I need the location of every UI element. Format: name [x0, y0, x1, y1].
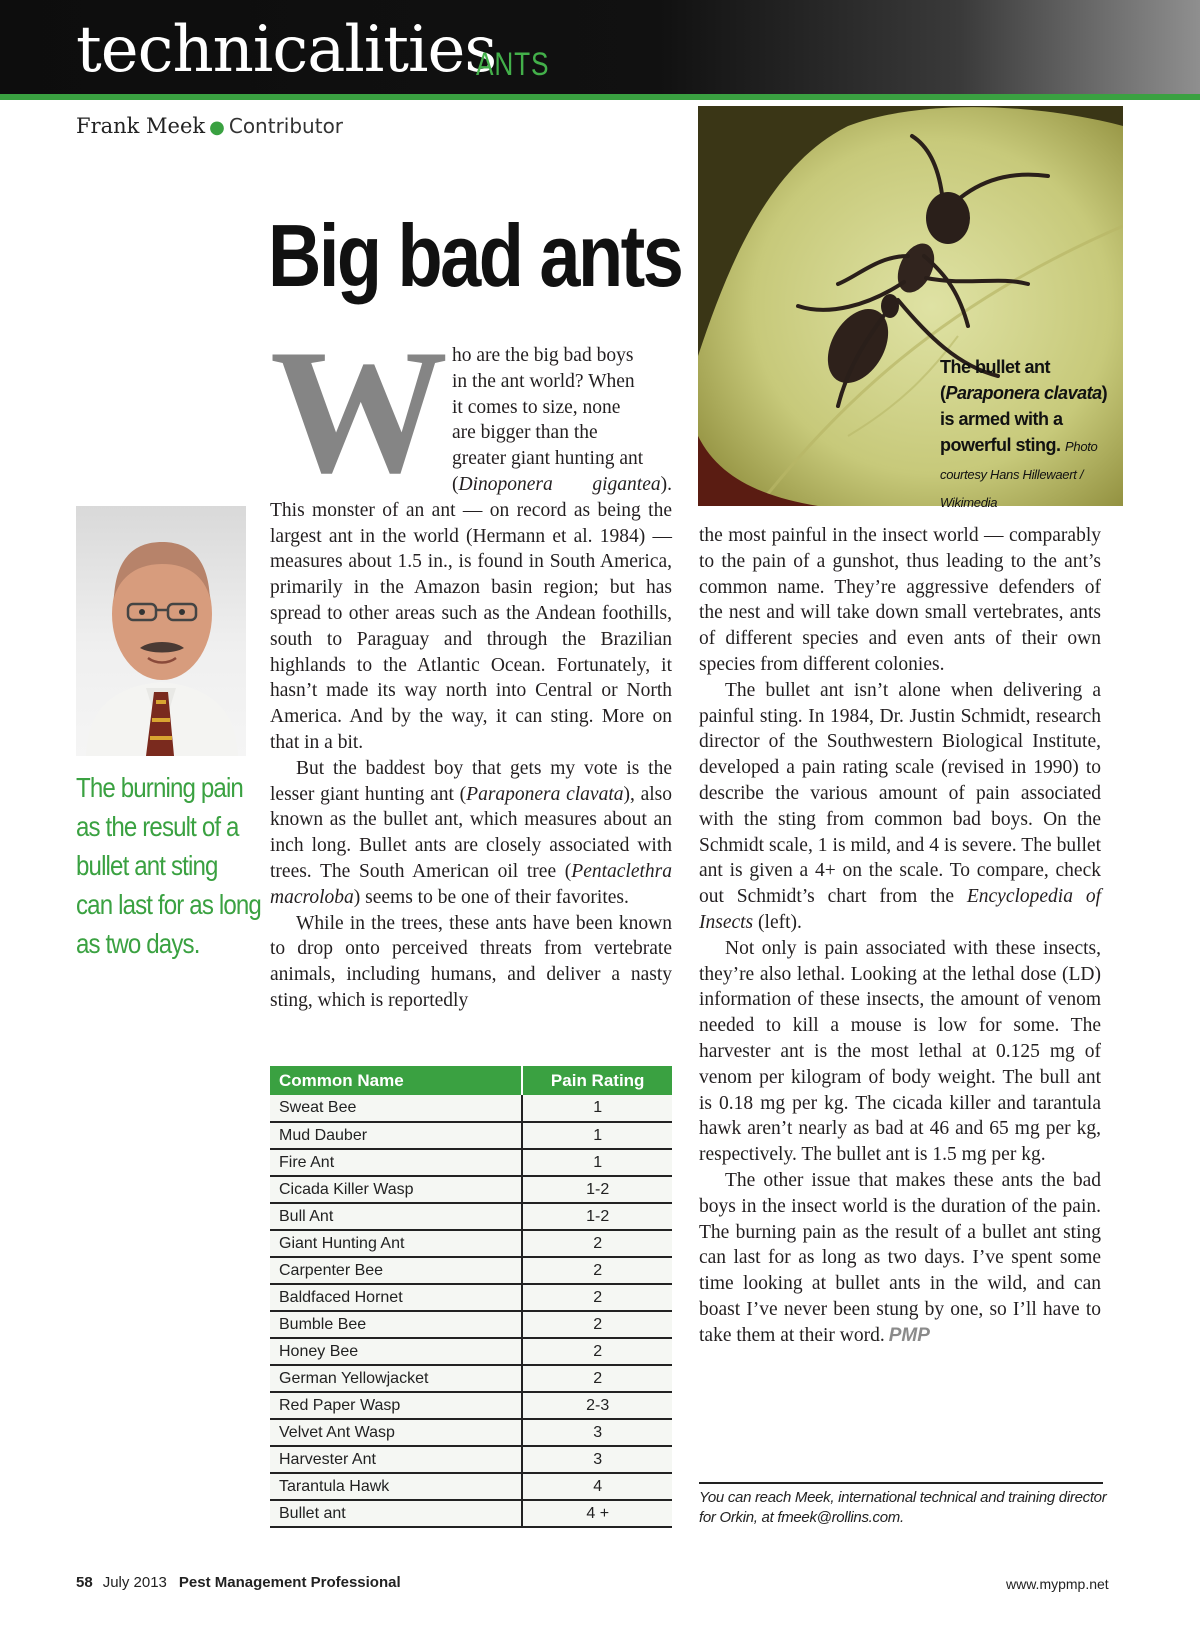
table-row — [270, 1419, 672, 1446]
column-header-pain-rating: Pain Rating — [522, 1066, 672, 1095]
cell-pain-rating: 2-3 — [522, 1392, 672, 1419]
text-run: The bullet ant isn’t alone when delivering a painful sting. In 1984, Dr. Justin Schmidt, research director of the Southwestern Biological Institute, developed a pain rating scale (revised in 1990) to describe the various amount of pain associated with the sting from common bad boys. On the Schmidt scale, 1 is mild, and 4 is severe. The bullet ant is given a 4+ on the scale. To compare, check out Schmidt’s chart from the — [699, 679, 1101, 908]
table-row — [270, 1176, 672, 1203]
cell-common-name: Velvet Ant Wasp — [270, 1419, 522, 1446]
headline-light: Big bad — [268, 206, 540, 305]
cell-pain-rating: 3 — [522, 1446, 672, 1473]
pull-quote-line: The burning pain — [76, 772, 243, 803]
cell-common-name: Baldfaced Hornet — [270, 1284, 522, 1311]
article-column-1 — [270, 312, 673, 1014]
caption-text: The bullet ant ( — [940, 357, 1050, 403]
text-run: ). This monster of an ant — on record as being the largest ant in the world (Hermann et al. 1984) — measures about 1.5 in., is found in South America, primarily in the Amazon basin region; but has spread to other areas such as the Andean foothills, south to Paraguay and through the Brazilian highlands to the Atlantic Ocean. Fortunately, it hasn’t made its way north into Central or North America. And by the way, it can sting. More on that in a bit. — [270, 473, 672, 753]
cell-common-name: Harvester Ant — [270, 1446, 522, 1473]
byline — [76, 114, 343, 138]
author-photo — [76, 506, 246, 756]
article-column-2 — [699, 523, 1101, 1349]
caption-text: ) is armed with a powerful sting. — [940, 383, 1108, 455]
table-row — [270, 1338, 672, 1365]
cell-pain-rating: 1-2 — [522, 1203, 672, 1230]
cell-common-name: Giant Hunting Ant — [270, 1230, 522, 1257]
cell-pain-rating: 2 — [522, 1257, 672, 1284]
cell-pain-rating: 2 — [522, 1284, 672, 1311]
section-title: technicalities — [76, 13, 497, 87]
species-name: Paraponera clavata — [466, 783, 624, 805]
table-row — [270, 1311, 672, 1338]
cell-pain-rating: 1 — [522, 1095, 672, 1122]
cell-pain-rating: 2 — [522, 1338, 672, 1365]
pull-quote-line: can last for as long — [76, 889, 261, 920]
magazine-name: Pest Management Professional — [178, 1574, 401, 1591]
table-row — [270, 1473, 672, 1500]
table-row — [270, 1446, 672, 1473]
photo-credit: Photo courtesy Hans Hillewaert / Wikimedia — [940, 439, 1098, 510]
table-body — [270, 1095, 672, 1527]
paragraph — [699, 678, 1101, 936]
species-name: Dinoponera gigantea — [458, 473, 661, 495]
table-row — [270, 1284, 672, 1311]
pull-quote — [76, 768, 261, 963]
text-run: ( — [452, 473, 459, 495]
website-url: www.mypmp.net — [1006, 1576, 1109, 1592]
text-line: in the ant world? When — [452, 370, 635, 392]
page-footer — [76, 1574, 401, 1591]
cell-common-name: Tarantula Hawk — [270, 1473, 522, 1500]
cell-pain-rating: 4 + — [522, 1500, 672, 1527]
cell-common-name: Bull Ant — [270, 1203, 522, 1230]
table-row — [270, 1095, 672, 1122]
book-title: Encyclopedia of Insects — [699, 886, 1101, 933]
cell-common-name: Mud Dauber — [270, 1122, 522, 1149]
table-row — [270, 1203, 672, 1230]
table-row — [270, 1365, 672, 1392]
headline-bold: ants — [539, 206, 682, 305]
text-run: (left). — [753, 911, 802, 933]
paragraph — [270, 312, 672, 756]
cell-pain-rating: 2 — [522, 1230, 672, 1257]
cell-pain-rating: 1 — [522, 1149, 672, 1176]
cell-common-name: Sweat Bee — [270, 1095, 522, 1122]
drop-cap: W — [270, 312, 444, 510]
bullet-dot-icon: ● — [209, 117, 225, 138]
cell-common-name: Cicada Killer Wasp — [270, 1176, 522, 1203]
text-line: it comes to size, none — [452, 396, 621, 418]
pain-rating-table — [270, 1066, 672, 1528]
masthead-rule — [0, 94, 1200, 100]
cell-common-name: Bumble Bee — [270, 1311, 522, 1338]
pull-quote-line: as the result of a — [76, 811, 239, 842]
caption-species: Paraponera clavata — [945, 383, 1102, 403]
table-row — [270, 1230, 672, 1257]
cell-common-name: Carpenter Bee — [270, 1257, 522, 1284]
cell-pain-rating: 2 — [522, 1365, 672, 1392]
cell-common-name: Honey Bee — [270, 1338, 522, 1365]
issue-date: July 2013 — [102, 1574, 167, 1591]
pull-quote-line: bullet ant sting — [76, 850, 218, 881]
table-row — [270, 1257, 672, 1284]
table-row — [270, 1149, 672, 1176]
text-run: ) seems to be one of their favorites. — [353, 886, 629, 908]
paragraph: While in the trees, these ants have been known to drop onto perceived threats from vertebrate animals, including humans, and deliver a nasty sting, which is reportedly — [270, 912, 672, 1011]
cell-pain-rating: 2 — [522, 1311, 672, 1338]
text-run: The other issue that makes these ants the bad boys in the insect world is the duration of the pain. The burning pain as the result of a bullet ant sting can last for as long as two days. I’ve spent some time looking at bullet ants in the wild, and can boast I’ve never been stung by one, so I’ll have to take them at their word. — [699, 1169, 1101, 1346]
paragraph — [699, 1168, 1101, 1349]
author-contact: You can reach Meek, international technical and training director for Orkin, at fmeek@rollins.com. — [699, 1489, 1107, 1526]
cell-common-name: Red Paper Wasp — [270, 1392, 522, 1419]
cell-common-name: Fire Ant — [270, 1149, 522, 1176]
author-name: Frank Meek — [76, 114, 206, 138]
table-row — [270, 1392, 672, 1419]
cell-pain-rating: 4 — [522, 1473, 672, 1500]
pmp-sign-off: PMP — [888, 1324, 930, 1346]
table-row — [270, 1500, 672, 1527]
column-header-common-name: Common Name — [270, 1066, 522, 1095]
cell-common-name: Bullet ant — [270, 1500, 522, 1527]
table-row — [270, 1122, 672, 1149]
headline — [268, 206, 682, 305]
text-line: ho are the big bad boys — [452, 345, 634, 366]
text-run: But the baddest boy that gets my vote is the lesser giant hunting ant ( — [270, 757, 672, 805]
cell-pain-rating: 1 — [522, 1122, 672, 1149]
paragraph — [270, 756, 672, 911]
species-name: Pentaclethra macroloba — [270, 860, 672, 908]
author-portrait-icon — [76, 506, 246, 756]
masthead — [0, 0, 1200, 100]
section-tag: ANTS — [476, 46, 550, 82]
pull-quote-line: as two days. — [76, 928, 200, 959]
cell-common-name: German Yellowjacket — [270, 1365, 522, 1392]
text-line: are bigger than the — [452, 422, 598, 444]
photo-caption — [940, 354, 1118, 516]
author-role: Contributor — [228, 114, 344, 138]
page-number: 58 — [76, 1574, 93, 1591]
paragraph: Not only is pain associated with these insects, they’re also lethal. Looking at the lethal dose (LD) information of these insects, the amount of venom needed to kill a mouse is low for some. The harvester ant is the most lethal at 0.125 mg of venom per kilogram of body weight. The bull ant is 0.18 mg per kg. The cicada killer and tarantula hawk aren’t nearly as bad at 46 and 65 mg per kg, respectively. The bullet ant is 1.5 mg per kg. — [699, 937, 1101, 1166]
contact-divider — [699, 1482, 1103, 1484]
text-line: greater giant hunting ant — [452, 448, 644, 470]
cell-pain-rating: 1-2 — [522, 1176, 672, 1203]
cell-pain-rating: 3 — [522, 1419, 672, 1446]
table-header-row — [270, 1066, 672, 1095]
paragraph: the most painful in the insect world — comparably to the pain of a gunshot, thus leading to the ant’s common name. They’re aggressive defenders of the nest and will take down small vertebrates, ants of different species and even ants of their own species from different colonies. — [699, 525, 1101, 675]
text-run: ), also known as the bullet ant, which measures about an inch long. Bullet ants are closely associated with trees. The South American oil tree ( — [270, 783, 673, 882]
